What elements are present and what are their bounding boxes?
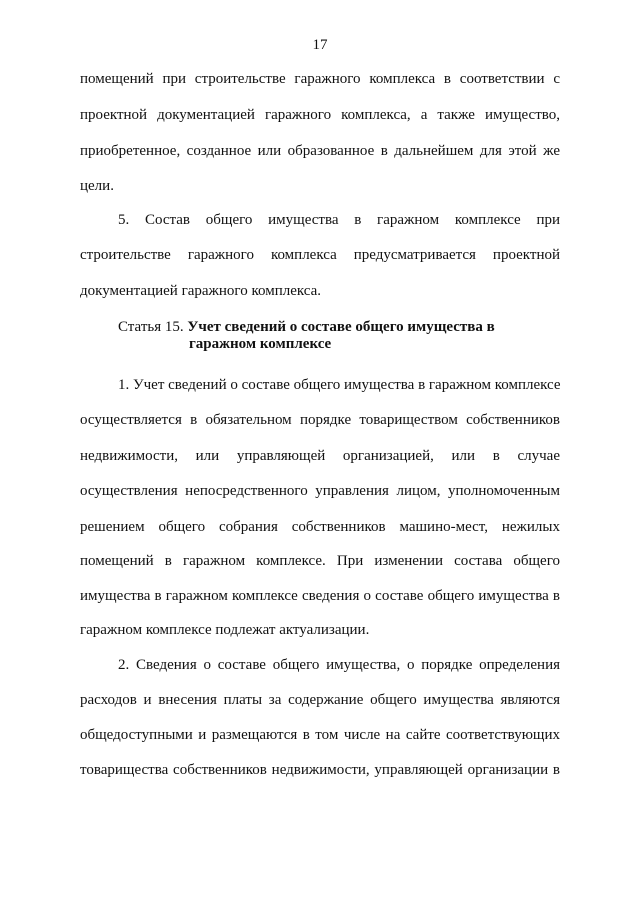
text-line: общедоступными и размещаются в том числе на сайте соответствующих xyxy=(80,727,560,743)
text-line: гаражном комплексе подлежат актуализации. xyxy=(80,622,370,638)
article-label: Статья 15. xyxy=(118,319,184,335)
text-line: помещений при строительстве гаражного комплекса в соответствии с xyxy=(80,71,560,87)
article-title: Учет сведений о составе общего имущества в xyxy=(187,319,495,335)
article-title-continuation: гаражном комплексе xyxy=(189,336,332,352)
text-line: имущества в гаражном комплексе сведения о составе общего имущества в xyxy=(80,588,560,604)
text-line: помещений в гаражном комплексе. При изменении состава общего xyxy=(80,553,560,569)
text-line: расходов и внесения платы за содержание общего имущества являются xyxy=(80,692,560,708)
text-line: недвижимости, или управляющей организацией, или в случае xyxy=(80,448,560,464)
article-heading xyxy=(118,318,558,336)
text-line: осуществления непосредственного управления лицом, уполномоченным xyxy=(80,483,560,499)
text-line: 1. Учет сведений о составе общего имущества в гаражном комплексе xyxy=(118,377,561,393)
text-line: товарищества собственников недвижимости, управляющей организации в xyxy=(80,762,560,778)
text-line: цели. xyxy=(80,178,114,194)
text-line: решением общего собрания собственников машино-мест, нежилых xyxy=(80,519,560,535)
text-line: осуществляется в обязательном порядке товариществом собственников xyxy=(80,412,560,428)
text-line: приобретенное, созданное или образованное в дальнейшем для этой же xyxy=(80,143,560,159)
text-line: 2. Сведения о составе общего имущества, о порядке определения xyxy=(118,657,560,673)
text-line: проектной документацией гаражного комплекса, а также имущество, xyxy=(80,107,560,123)
page-number: 17 xyxy=(312,37,328,53)
text-line: 5. Состав общего имущества в гаражном комплексе при xyxy=(118,212,560,228)
text-line: документацией гаражного комплекса. xyxy=(80,283,322,299)
text-line: строительстве гаражного комплекса предусматривается проектной xyxy=(80,247,560,263)
